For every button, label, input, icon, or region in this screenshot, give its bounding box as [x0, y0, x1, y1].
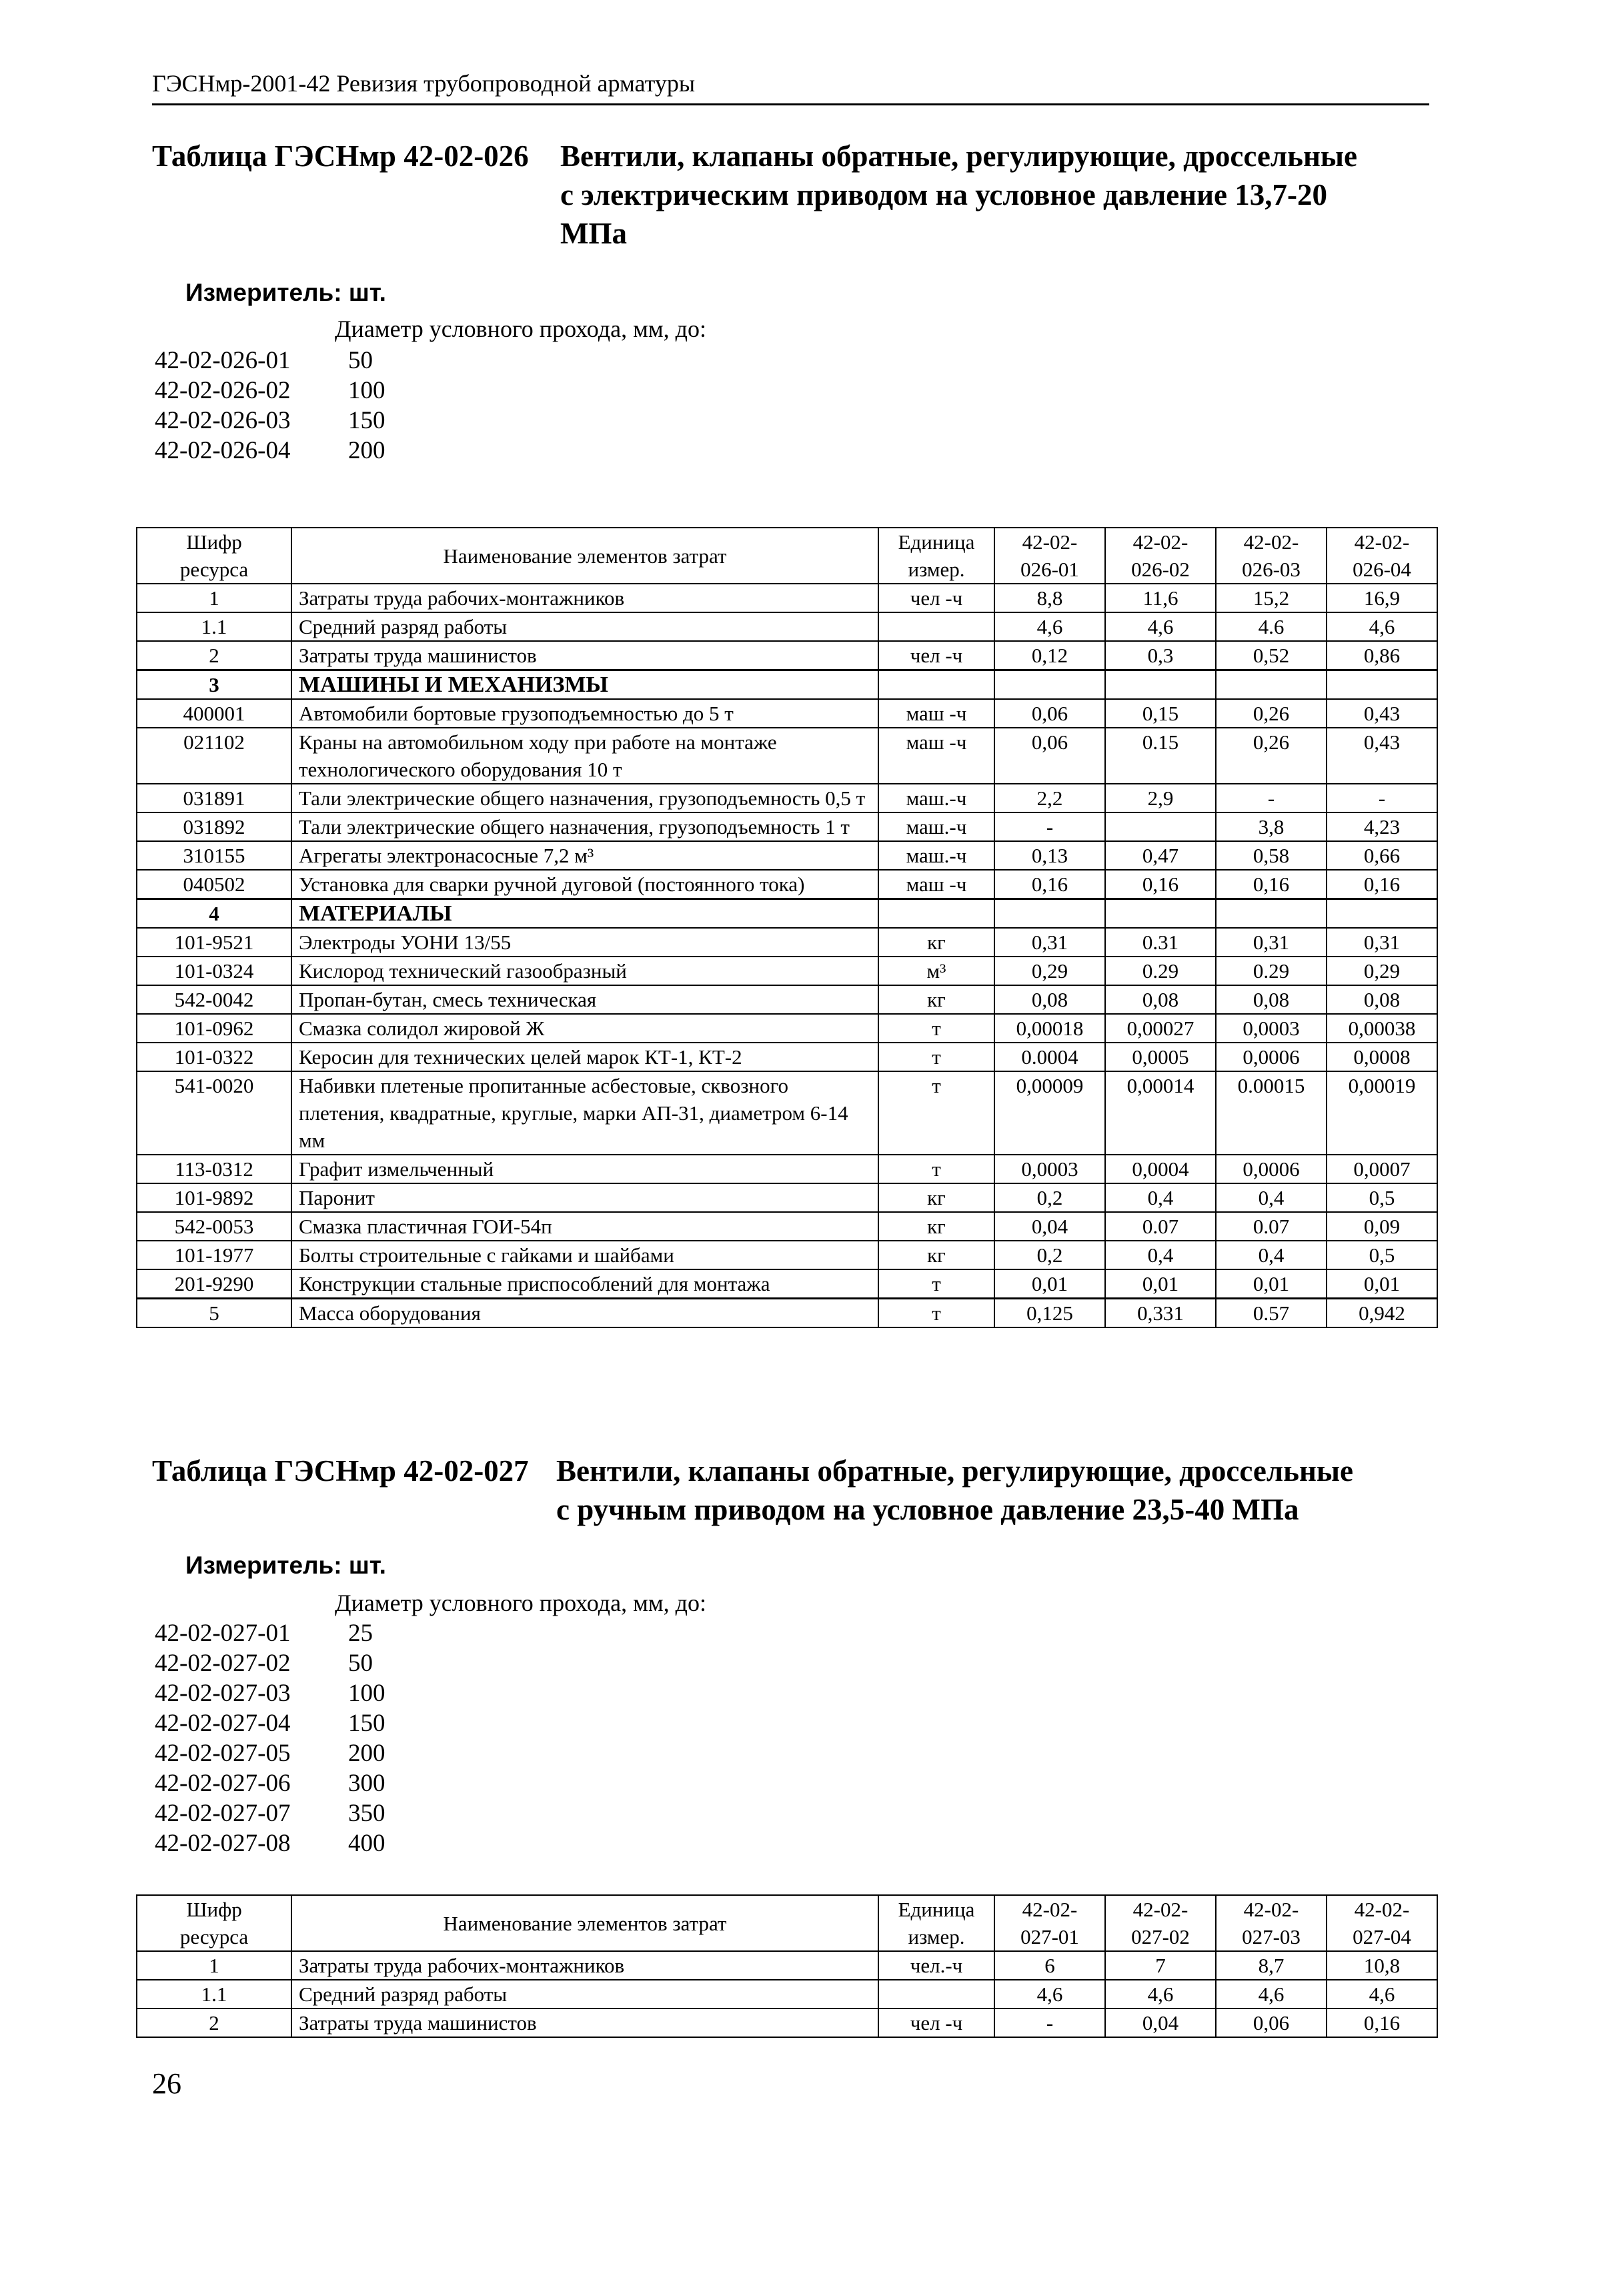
- table-026-title-line-2: с электрическим приводом на условное давление 13,7-20: [560, 178, 1327, 211]
- unit-cell: кг: [878, 985, 994, 1014]
- value-cell: 0,15: [1105, 699, 1216, 728]
- value-cell: 0.57: [1216, 1299, 1327, 1328]
- cost-element-name-cell: Набивки плетеные пропитанные асбестовые, сквозного плетения, квадратные, круглые, марки АП-31, диаметром 6-14 мм: [291, 1071, 878, 1155]
- resource-code-cell: 1: [137, 1951, 291, 1980]
- resource-code-cell: 101-0322: [137, 1043, 291, 1071]
- diameter: 50: [348, 1650, 373, 1677]
- table-row: [137, 1241, 1437, 1269]
- code: 42-02-027-08: [155, 1830, 291, 1857]
- value-cell: -: [994, 2008, 1105, 2037]
- value-cell: 0,0005: [1105, 1043, 1216, 1071]
- resource-code-cell: 542-0042: [137, 985, 291, 1014]
- resource-code-cell: 542-0053: [137, 1212, 291, 1241]
- value-cell: 15,2: [1216, 584, 1327, 612]
- value-cell: 10,8: [1327, 1951, 1437, 1980]
- table-row: [137, 641, 1437, 670]
- value-cell: 2,2: [994, 784, 1105, 812]
- resource-code-cell: 1: [137, 584, 291, 612]
- diameter: 200: [348, 1740, 385, 1767]
- value-cell: 0,0007: [1327, 1155, 1437, 1183]
- value-cell: 0,01: [1327, 1269, 1437, 1299]
- value-cell: 0,86: [1327, 641, 1437, 670]
- cost-element-name-cell: Агрегаты электронасосные 7,2 м³: [291, 841, 878, 870]
- value-cell: 0,16: [994, 870, 1105, 899]
- value-cell: 4,6: [1216, 1980, 1327, 2008]
- table-section-row: [137, 899, 1437, 929]
- value-cell: 0,29: [994, 957, 1105, 985]
- header-cost-element-name: Наименование элементов затрат: [291, 528, 878, 584]
- unit-cell: кг: [878, 1241, 994, 1269]
- cost-element-name-cell: Смазка солидол жировой Ж: [291, 1014, 878, 1043]
- value-cell: 0.29: [1216, 957, 1327, 985]
- table-026-label: Таблица ГЭСНмр 42-02-026: [152, 139, 529, 173]
- cost-element-name-cell: МАШИНЫ И МЕХАНИЗМЫ: [291, 670, 878, 700]
- cost-element-name-cell: Масса оборудования: [291, 1299, 878, 1328]
- resource-code-cell: 101-0962: [137, 1014, 291, 1043]
- value-cell: 0.07: [1105, 1212, 1216, 1241]
- value-cell: 0,31: [1327, 928, 1437, 957]
- table-027-title-line-2: с ручным приводом на условное давление 23,5-40 МПа: [556, 1493, 1299, 1526]
- table-section-row: [137, 670, 1437, 700]
- resource-code-cell: 400001: [137, 699, 291, 728]
- value-cell: 6: [994, 1951, 1105, 1980]
- code-list-item: [155, 1768, 385, 1798]
- value-cell: 0,125: [994, 1299, 1105, 1328]
- header-col-027-04: 42-02- 027-04: [1327, 1895, 1437, 1951]
- value-cell: 0.0004: [994, 1043, 1105, 1071]
- table-row: [137, 612, 1437, 641]
- resource-code-cell: 101-9521: [137, 928, 291, 957]
- value-cell: 0,12: [994, 641, 1105, 670]
- table-row: [137, 1269, 1437, 1299]
- value-cell: 0,01: [1105, 1269, 1216, 1299]
- code: 42-02-027-07: [155, 1800, 291, 1827]
- value-cell: 0,09: [1327, 1212, 1437, 1241]
- unit-cell: т: [878, 1155, 994, 1183]
- resource-code-cell: 541-0020: [137, 1071, 291, 1155]
- header-col-026-03: 42-02- 026-03: [1216, 528, 1327, 584]
- cost-element-name-cell: Затраты труда рабочих-монтажников: [291, 584, 878, 612]
- header-col-026-02: 42-02- 026-02: [1105, 528, 1216, 584]
- value-cell: 0,43: [1327, 699, 1437, 728]
- value-cell: 0,04: [994, 1212, 1105, 1241]
- value-cell: 0,00027: [1105, 1014, 1216, 1043]
- value-cell: 0,2: [994, 1183, 1105, 1212]
- header-rule: [152, 103, 1429, 105]
- cost-element-name-cell: Затраты труда машинистов: [291, 641, 878, 670]
- table-026-heading: [152, 137, 1419, 257]
- value-cell: 4,23: [1327, 812, 1437, 841]
- value-cell: 0,00018: [994, 1014, 1105, 1043]
- value-cell: 0,43: [1327, 728, 1437, 784]
- code-list-item: [155, 1678, 385, 1708]
- table-row: [137, 928, 1437, 957]
- running-header: ГЭСНмр-2001-42 Ревизия трубопроводной арматуры: [152, 70, 696, 97]
- diameter: 350: [348, 1800, 385, 1827]
- cost-element-name-cell: Кислород технический газообразный: [291, 957, 878, 985]
- code-list-item: [155, 1798, 385, 1828]
- header-col-027-03: 42-02- 027-03: [1216, 1895, 1327, 1951]
- unit-cell: [878, 899, 994, 929]
- value-cell: 0,5: [1327, 1183, 1437, 1212]
- unit-cell: м³: [878, 957, 994, 985]
- cost-element-name-cell: Смазка пластичная ГОИ-54п: [291, 1212, 878, 1241]
- value-cell: -: [1327, 784, 1437, 812]
- unit-cell: чел -ч: [878, 584, 994, 612]
- value-cell: 0,942: [1327, 1299, 1437, 1328]
- value-cell: 11,6: [1105, 584, 1216, 612]
- resource-code-cell: 101-1977: [137, 1241, 291, 1269]
- table-header-row: [137, 1895, 1437, 1951]
- table-row: [137, 784, 1437, 812]
- value-cell: 4,6: [1327, 612, 1437, 641]
- value-cell: 0,13: [994, 841, 1105, 870]
- code-list-item: [155, 376, 385, 406]
- header-col-026-04: 42-02- 026-04: [1327, 528, 1437, 584]
- value-cell: 0,04: [1105, 2008, 1216, 2037]
- value-cell: 0,01: [994, 1269, 1105, 1299]
- code: 42-02-027-03: [155, 1680, 291, 1707]
- code: 42-02-026-04: [155, 437, 291, 464]
- resource-code-cell: 5: [137, 1299, 291, 1328]
- value-cell: 0,16: [1216, 870, 1327, 899]
- resource-code-cell: 031892: [137, 812, 291, 841]
- value-cell: 0,31: [994, 928, 1105, 957]
- table-row: [137, 841, 1437, 870]
- value-cell: 0,00014: [1105, 1071, 1216, 1155]
- value-cell: 4,6: [994, 612, 1105, 641]
- value-cell: [1105, 812, 1216, 841]
- unit-cell: чел -ч: [878, 641, 994, 670]
- resource-code-cell: 040502: [137, 870, 291, 899]
- value-cell: 0,0004: [1105, 1155, 1216, 1183]
- diameter: 400: [348, 1830, 385, 1857]
- unit-cell: т: [878, 1299, 994, 1328]
- code: 42-02-027-04: [155, 1710, 291, 1737]
- table-row: [137, 957, 1437, 985]
- value-cell: 0,0006: [1216, 1155, 1327, 1183]
- value-cell: 0,0008: [1327, 1043, 1437, 1071]
- value-cell: 0,06: [994, 728, 1105, 784]
- value-cell: 0,2: [994, 1241, 1105, 1269]
- header-resource-code: Шифр ресурса: [137, 1895, 291, 1951]
- unit-cell: [878, 612, 994, 641]
- unit-cell: маш.-ч: [878, 841, 994, 870]
- value-cell: -: [994, 812, 1105, 841]
- value-cell: 3,8: [1216, 812, 1327, 841]
- value-cell: 16,9: [1327, 584, 1437, 612]
- code: 42-02-026-03: [155, 407, 291, 434]
- value-cell: 0,06: [994, 699, 1105, 728]
- unit-cell: маш.-ч: [878, 784, 994, 812]
- header-resource-code: Шифр ресурса: [137, 528, 291, 584]
- table-026-title-line-1: Вентили, клапаны обратные, регулирующие, дроссельные: [560, 139, 1357, 173]
- code: 42-02-027-01: [155, 1620, 291, 1647]
- code-list-item: [155, 1648, 385, 1678]
- value-cell: 0,31: [1216, 928, 1327, 957]
- value-cell: 0,00019: [1327, 1071, 1437, 1155]
- table-row: [137, 1155, 1437, 1183]
- value-cell: 0,26: [1216, 728, 1327, 784]
- cost-element-name-cell: Затраты труда машинистов: [291, 2008, 878, 2037]
- value-cell: 0,26: [1216, 699, 1327, 728]
- header-unit: Единица измер.: [878, 1895, 994, 1951]
- value-cell: 0,4: [1216, 1241, 1327, 1269]
- table-row: [137, 728, 1437, 784]
- table-027-code-list: [155, 1618, 385, 1858]
- resource-code-cell: 2: [137, 641, 291, 670]
- diameter: 100: [348, 1680, 385, 1707]
- unit-cell: маш -ч: [878, 699, 994, 728]
- table-row: [137, 812, 1437, 841]
- value-cell: [1105, 899, 1216, 929]
- table-row: [137, 1183, 1437, 1212]
- header-unit: Единица измер.: [878, 528, 994, 584]
- table-row: [137, 1951, 1437, 1980]
- value-cell: 0,4: [1105, 1183, 1216, 1212]
- value-cell: 0.07: [1216, 1212, 1327, 1241]
- header-col-027-01: 42-02- 027-01: [994, 1895, 1105, 1951]
- value-cell: 0,4: [1216, 1183, 1327, 1212]
- diameter: 25: [348, 1620, 373, 1647]
- unit-cell: т: [878, 1269, 994, 1299]
- cost-element-name-cell: Средний разряд работы: [291, 612, 878, 641]
- unit-cell: т: [878, 1014, 994, 1043]
- table-026-title-line-3: МПа: [560, 217, 627, 250]
- table-row: [137, 699, 1437, 728]
- cost-element-name-cell: Автомобили бортовые грузоподъемностью до 5 т: [291, 699, 878, 728]
- value-cell: 4.6: [1216, 612, 1327, 641]
- unit-cell: маш -ч: [878, 870, 994, 899]
- table-row: [137, 985, 1437, 1014]
- cost-element-name-cell: Средний разряд работы: [291, 1980, 878, 2008]
- cost-element-name-cell: Графит измельченный: [291, 1155, 878, 1183]
- value-cell: [1216, 670, 1327, 700]
- unit-cell: т: [878, 1071, 994, 1155]
- value-cell: [1327, 899, 1437, 929]
- header-col-027-02: 42-02- 027-02: [1105, 1895, 1216, 1951]
- value-cell: 0,58: [1216, 841, 1327, 870]
- cost-element-name-cell: Электроды УОНИ 13/55: [291, 928, 878, 957]
- value-cell: 0,00038: [1327, 1014, 1437, 1043]
- cost-element-name-cell: Конструкции стальные приспособлений для монтажа: [291, 1269, 878, 1299]
- table-row: [137, 1043, 1437, 1071]
- cost-element-name-cell: Болты строительные с гайками и шайбами: [291, 1241, 878, 1269]
- value-cell: 0,01: [1216, 1269, 1327, 1299]
- value-cell: 0,16: [1327, 2008, 1437, 2037]
- code-list-item: [155, 1828, 385, 1858]
- value-cell: [994, 899, 1105, 929]
- resource-table-026: [136, 527, 1438, 1328]
- unit-cell: т: [878, 1043, 994, 1071]
- code: 42-02-027-02: [155, 1650, 291, 1677]
- value-cell: [1105, 670, 1216, 700]
- value-cell: [1327, 670, 1437, 700]
- code-list-item: [155, 346, 385, 376]
- value-cell: 0,16: [1327, 870, 1437, 899]
- value-cell: 0,06: [1216, 2008, 1327, 2037]
- value-cell: 0.31: [1105, 928, 1216, 957]
- code-list-item: [155, 1708, 385, 1738]
- table-027-measure: Измеритель: шт.: [185, 1552, 386, 1579]
- value-cell: 0,3: [1105, 641, 1216, 670]
- value-cell: -: [1216, 784, 1327, 812]
- value-cell: 0,0006: [1216, 1043, 1327, 1071]
- code: 42-02-027-05: [155, 1740, 291, 1767]
- resource-code-cell: 2: [137, 2008, 291, 2037]
- value-cell: 0,66: [1327, 841, 1437, 870]
- value-cell: 0,331: [1105, 1299, 1216, 1328]
- value-cell: 2,9: [1105, 784, 1216, 812]
- code-list-item: [155, 1738, 385, 1768]
- unit-cell: кг: [878, 928, 994, 957]
- table-026-measure: Измеритель: шт.: [185, 279, 386, 306]
- cost-element-name-cell: Пропан-бутан, смесь техническая: [291, 985, 878, 1014]
- value-cell: 4,6: [994, 1980, 1105, 2008]
- table-row: [137, 2008, 1437, 2037]
- code-list-item: [155, 1618, 385, 1648]
- table-row: [137, 1071, 1437, 1155]
- code: 42-02-026-01: [155, 347, 291, 374]
- resource-code-cell: 031891: [137, 784, 291, 812]
- value-cell: 8,8: [994, 584, 1105, 612]
- cost-element-name-cell: Тали электрические общего назначения, грузоподъемность 0,5 т: [291, 784, 878, 812]
- cost-element-name-cell: Керосин для технических целей марок КТ-1, КТ-2: [291, 1043, 878, 1071]
- resource-table-027: [136, 1894, 1438, 2038]
- unit-cell: чел.-ч: [878, 1951, 994, 1980]
- resource-code-cell: 3: [137, 670, 291, 700]
- value-cell: 0.00015: [1216, 1071, 1327, 1155]
- resource-code-cell: 101-0324: [137, 957, 291, 985]
- unit-cell: [878, 670, 994, 700]
- cost-element-name-cell: Тали электрические общего назначения, грузоподъемность 1 т: [291, 812, 878, 841]
- code: 42-02-027-06: [155, 1770, 291, 1797]
- resource-code-cell: 113-0312: [137, 1155, 291, 1183]
- unit-cell: маш.-ч: [878, 812, 994, 841]
- table-027-title-line-1: Вентили, клапаны обратные, регулирующие, дроссельные: [556, 1454, 1353, 1488]
- table-026-code-list: [155, 346, 385, 466]
- code: 42-02-026-02: [155, 377, 291, 404]
- value-cell: 0,0003: [994, 1155, 1105, 1183]
- cost-element-name-cell: Затраты труда рабочих-монтажников: [291, 1951, 878, 1980]
- resource-code-cell: 101-9892: [137, 1183, 291, 1212]
- unit-cell: кг: [878, 1183, 994, 1212]
- table-027-label: Таблица ГЭСНмр 42-02-027: [152, 1454, 529, 1488]
- value-cell: 0,5: [1327, 1241, 1437, 1269]
- value-cell: 8,7: [1216, 1951, 1327, 1980]
- value-cell: 4,6: [1105, 612, 1216, 641]
- unit-cell: [878, 1980, 994, 2008]
- diameter: 150: [348, 1710, 385, 1737]
- diameter: 150: [348, 407, 385, 434]
- value-cell: 0,08: [994, 985, 1105, 1014]
- resource-code-cell: 1.1: [137, 612, 291, 641]
- resource-code-cell: 4: [137, 899, 291, 929]
- resource-code-cell: 021102: [137, 728, 291, 784]
- value-cell: 0,47: [1105, 841, 1216, 870]
- resource-code-cell: 201-9290: [137, 1269, 291, 1299]
- code-list-item: [155, 436, 385, 466]
- value-cell: [1216, 899, 1327, 929]
- cost-element-name-cell: МАТЕРИАЛЫ: [291, 899, 878, 929]
- unit-cell: кг: [878, 1212, 994, 1241]
- resource-code-cell: 310155: [137, 841, 291, 870]
- cost-element-name-cell: Паронит: [291, 1183, 878, 1212]
- table-027-diameter-heading: Диаметр условного прохода, мм, до:: [335, 1590, 706, 1616]
- value-cell: 0,08: [1105, 985, 1216, 1014]
- value-cell: 0,4: [1105, 1241, 1216, 1269]
- diameter: 200: [348, 437, 385, 464]
- table-row: [137, 870, 1437, 899]
- table-row: [137, 584, 1437, 612]
- value-cell: 0,29: [1327, 957, 1437, 985]
- diameter: 50: [348, 347, 373, 374]
- table-026-diameter-heading: Диаметр условного прохода, мм, до:: [335, 316, 706, 342]
- table-row: [137, 1212, 1437, 1241]
- unit-cell: маш -ч: [878, 728, 994, 784]
- table-027-heading: [152, 1452, 1419, 1532]
- value-cell: 0,00009: [994, 1071, 1105, 1155]
- cost-element-name-cell: Установка для сварки ручной дуговой (постоянного тока): [291, 870, 878, 899]
- value-cell: 0,52: [1216, 641, 1327, 670]
- cost-element-name-cell: Краны на автомобильном ходу при работе на монтаже технологического оборудования 10 т: [291, 728, 878, 784]
- table-row: [137, 1980, 1437, 2008]
- value-cell: 0,16: [1105, 870, 1216, 899]
- value-cell: 7: [1105, 1951, 1216, 1980]
- header-col-026-01: 42-02- 026-01: [994, 528, 1105, 584]
- table-row: [137, 1299, 1437, 1328]
- value-cell: 0.15: [1105, 728, 1216, 784]
- value-cell: 0,08: [1216, 985, 1327, 1014]
- unit-cell: чел -ч: [878, 2008, 994, 2037]
- diameter: 100: [348, 377, 385, 404]
- diameter: 300: [348, 1770, 385, 1797]
- value-cell: 0,08: [1327, 985, 1437, 1014]
- value-cell: 0.29: [1105, 957, 1216, 985]
- table-row: [137, 1014, 1437, 1043]
- code-list-item: [155, 406, 385, 436]
- value-cell: [994, 670, 1105, 700]
- table-header-row: [137, 528, 1437, 584]
- value-cell: 0,0003: [1216, 1014, 1327, 1043]
- resource-code-cell: 1.1: [137, 1980, 291, 2008]
- value-cell: 4,6: [1105, 1980, 1216, 2008]
- value-cell: 4,6: [1327, 1980, 1437, 2008]
- header-cost-element-name: Наименование элементов затрат: [291, 1895, 878, 1951]
- page-number: 26: [152, 2067, 181, 2100]
